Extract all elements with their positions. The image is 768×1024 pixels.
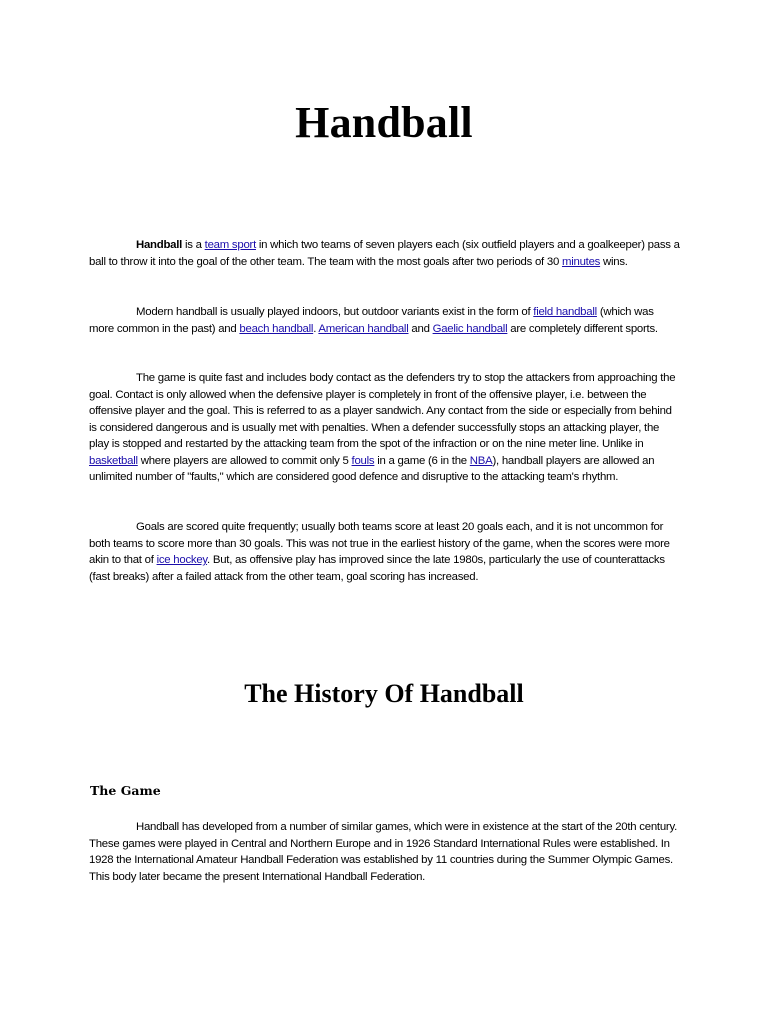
intro-paragraph <box>89 237 681 270</box>
scoring-paragraph <box>89 519 681 585</box>
page-title: Handball <box>295 98 473 147</box>
history-heading: The History Of Handball <box>244 679 524 708</box>
history-paragraph <box>89 819 681 885</box>
text-run: is a <box>182 239 205 251</box>
text-run: Goals are scored quite frequently; usually both teams score at least 20 goals each, and it is not uncommon for both teams to score more than 30 goals. This was not true in the earliest history of the game, when the scores were more akin to that of <box>89 521 670 566</box>
link-team-sport[interactable]: team sport <box>204 239 256 251</box>
link-basketball[interactable]: basketball <box>89 454 138 467</box>
variants-paragraph <box>89 304 681 337</box>
text-run: in a game (6 in the <box>374 454 470 467</box>
the-game-subheading: The Game <box>90 783 161 798</box>
text-run: are completely different sports. <box>507 322 658 335</box>
link-minutes[interactable]: minutes <box>561 255 601 268</box>
text-run: ), handball players are allowed an unlimited number of "faults," which are considered good defence and disruptive to the attacking team's rhythm. <box>89 454 655 483</box>
text-run: where players are allowed to commit only 5 <box>137 454 352 467</box>
link-gaelic-handball[interactable]: Gaelic handball <box>432 322 508 335</box>
link-fouls[interactable]: fouls <box>351 454 375 467</box>
text-run: . But, as offensive play has improved since the late 1980s, particularly the use of counterattacks (fast breaks) after a failed attack from the other team, goal scoring has increased. <box>89 554 665 583</box>
bold-term: Handball <box>136 239 183 251</box>
link-ice-hockey[interactable]: ice hockey <box>156 554 208 566</box>
gameplay-paragraph <box>89 370 681 486</box>
link-nba[interactable]: NBA <box>469 454 493 467</box>
text-run: wins. <box>600 255 628 268</box>
text-run: (which was more common in the past) and <box>89 306 654 335</box>
link-field-handball[interactable]: field handball <box>533 306 597 318</box>
text-run: in which two teams of seven players each (six outfield players and a goalkeeper) pass a ball to throw it into the goal of the other team. The team with the most goals after two periods of 30 <box>89 239 680 268</box>
link-american-handball[interactable]: American handball <box>318 322 409 335</box>
link-beach-handball[interactable]: beach handball <box>239 322 314 335</box>
text-run: The game is quite fast and includes body contact as the defenders try to stop the attackers from approaching the goal. Contact is only allowed when the defensive player is completely in front of the offensive player, i.e. between the offensive player and the goal. This is referred to as a player sandwich. Any contact from the side or especially from behind is considered dangerous and is usually met with penalties. When a defender successfully stops an attacking player, the play is stopped and restarted by the attacking team from the spot of the infraction or on the nine meter line. Unlike in <box>89 372 676 450</box>
text-run: and <box>408 322 433 335</box>
text-run: Modern handball is usually played indoors, but outdoor variants exist in the form of <box>136 306 534 318</box>
text-run: Handball has developed from a number of similar games, which were in existence at the start of the 20th century. These games were played in Central and Northern Europe and in 1926 Standard International Rules were established. In 1928 the International Amateur Handball Federation was established by 11 countries during the Summer Olympic Games. This body later became the present International Handball Federation. <box>89 821 677 883</box>
text-run: . <box>313 322 319 335</box>
